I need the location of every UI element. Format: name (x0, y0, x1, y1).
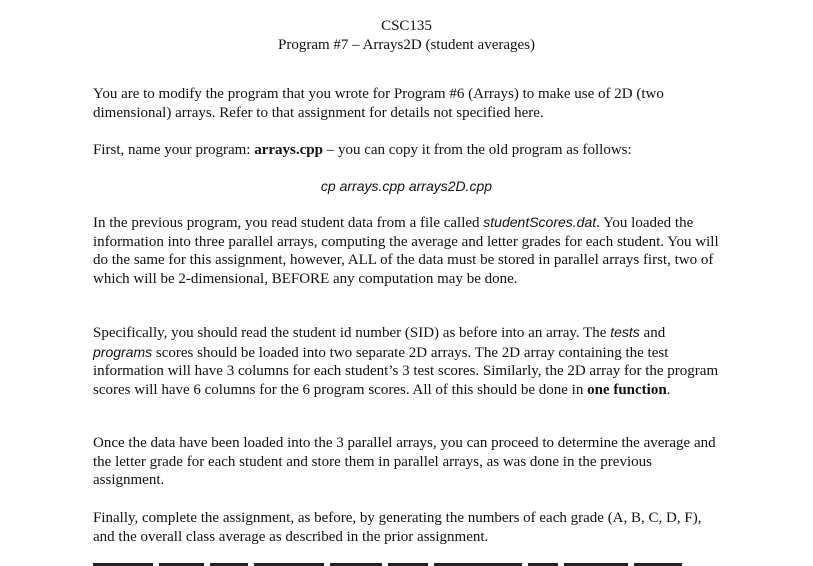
previous-text-end: . You loaded the information into three parallel arrays, computing the average and letter grades for each student. You will do the same for this assignment, however, ALL of the data must be stored in parallel arrays first, two of which will be 2-dimensional, BEFORE any computation may be done. (93, 215, 719, 287)
specifics-text-4: . (666, 381, 671, 398)
course-code: CSC135 (381, 18, 432, 34)
one-function-emphasis: one function (587, 381, 667, 398)
previous-text-start: In the previous program, you read student data from a file called (93, 215, 484, 231)
naming-paragraph (93, 141, 723, 160)
assignment-title: Program #7 – Arrays2D (student averages) (277, 37, 535, 53)
specifics-text-3: scores should be loaded into two separate 2D arrays. The 2D array containing the test information will have 3 columns for each student’s 3 test scores. Similarly, the 2D array for the program scores will have 6 columns for the 6 program scores. All of this should be done in (93, 344, 719, 398)
final-paragraph: Finally, complete the assignment, as before, by generating the numbers of each grade (A, B, C, D, F), and the overall class average as described in the prior assignment. (93, 510, 702, 545)
previous-program-paragraph (93, 213, 723, 288)
cut-off-text-line (93, 559, 703, 566)
programs-keyword: programs (93, 343, 153, 360)
specifics-text-2: and (639, 325, 666, 341)
intro-paragraph: You are to modify the program that you wrote for Program #6 (Arrays) to make use of 2D (two dimensional) arrays. Refer to that assignment for details not specified here. (93, 86, 664, 121)
compute-paragraph: Once the data have been loaded into the 3 parallel arrays, you can proceed to determine the average and the letter grade for each student and store them in parallel arrays, as was done in the previous assignment. (93, 435, 716, 488)
specifics-text-1: Specifically, you should read the student id number (SID) as before into an array. The (93, 325, 611, 341)
naming-text-end: – you can copy it from the old program as follows: (322, 142, 632, 158)
program-filename: arrays.cpp (254, 142, 323, 158)
naming-text-start: First, name your program: (93, 142, 255, 158)
tests-keyword: tests (610, 324, 640, 340)
specifics-paragraph (93, 323, 723, 399)
copy-command: cp arrays.cpp arrays2D.cpp (320, 178, 493, 194)
data-filename: studentScores.dat (483, 214, 597, 230)
